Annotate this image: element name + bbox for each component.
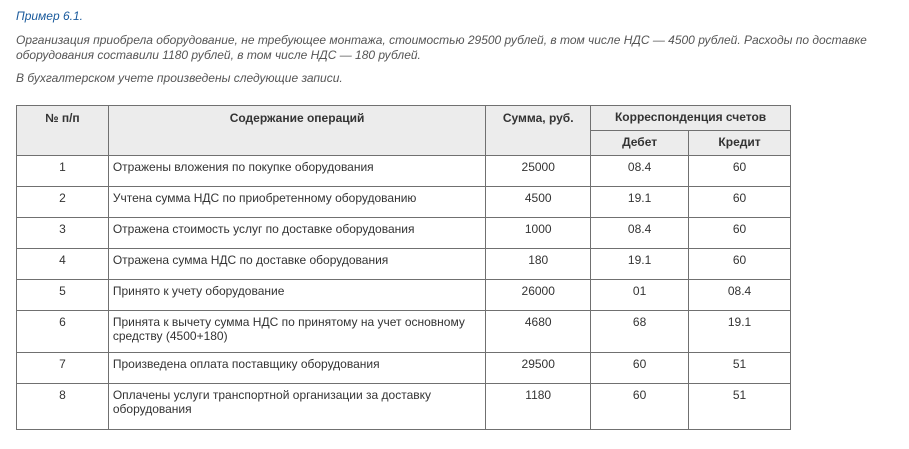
header-operation: Содержание операций — [108, 106, 485, 156]
intro-sentence: В бухгалтерском учете произведены следующие записи. — [16, 71, 343, 85]
header-num: № п/п — [17, 106, 109, 156]
cell-credit: 08.4 — [689, 280, 791, 311]
table-row — [17, 280, 791, 311]
example-title: Пример 6.1. — [16, 9, 83, 23]
cell-debit: 60 — [591, 353, 689, 384]
table-row — [17, 311, 791, 353]
cell-num: 3 — [17, 218, 109, 249]
cell-debit: 68 — [591, 311, 689, 353]
cell-credit: 60 — [689, 156, 791, 187]
cell-credit: 60 — [689, 187, 791, 218]
table-row — [17, 384, 791, 430]
cell-sum: 26000 — [486, 280, 591, 311]
cell-operation: Отражены вложения по покупке оборудования — [108, 156, 485, 187]
cell-credit: 60 — [689, 249, 791, 280]
table-row — [17, 249, 791, 280]
cell-credit: 19.1 — [689, 311, 791, 353]
cell-debit: 08.4 — [591, 218, 689, 249]
cell-sum: 1000 — [486, 218, 591, 249]
table-row — [17, 353, 791, 384]
cell-debit: 01 — [591, 280, 689, 311]
cell-num: 1 — [17, 156, 109, 187]
table-row — [17, 156, 791, 187]
cell-credit: 51 — [689, 384, 791, 430]
cell-num: 4 — [17, 249, 109, 280]
cell-debit: 19.1 — [591, 249, 689, 280]
cell-debit: 08.4 — [591, 156, 689, 187]
header-credit: Кредит — [689, 131, 791, 156]
cell-sum: 1180 — [486, 384, 591, 430]
cell-operation: Принято к учету оборудование — [108, 280, 485, 311]
cell-sum: 4500 — [486, 187, 591, 218]
header-sum: Сумма, руб. — [486, 106, 591, 156]
cell-operation: Отражена стоимость услуг по доставке оборудования — [108, 218, 485, 249]
cell-debit: 19.1 — [591, 187, 689, 218]
cell-num: 2 — [17, 187, 109, 218]
cell-debit: 60 — [591, 384, 689, 430]
header-debit: Дебет — [591, 131, 689, 156]
table-row — [17, 187, 791, 218]
cell-operation: Оплачены услуги транспортной организации за доставку оборудования — [108, 384, 485, 430]
cell-sum: 180 — [486, 249, 591, 280]
table-row — [17, 218, 791, 249]
cell-operation: Учтена сумма НДС по приобретенному оборудованию — [108, 187, 485, 218]
cell-operation: Принята к вычету сумма НДС по принятому на учет основному средству (4500+180) — [108, 311, 485, 353]
cell-credit: 60 — [689, 218, 791, 249]
cell-credit: 51 — [689, 353, 791, 384]
cell-num: 6 — [17, 311, 109, 353]
problem-statement: Организация приобрела оборудование, не требующее монтажа, стоимостью 29500 рублей, в том числе НДС — 4500 рублей. Расходы по доставке оборудования составили 1180 рублей, в том числе НДС — 180 рублей. — [16, 33, 867, 62]
cell-operation: Произведена оплата поставщику оборудования — [108, 353, 485, 384]
header-correspondence: Корреспонденция счетов — [591, 106, 791, 131]
cell-sum: 4680 — [486, 311, 591, 353]
accounting-entries-table — [16, 105, 791, 430]
cell-sum: 29500 — [486, 353, 591, 384]
cell-num: 5 — [17, 280, 109, 311]
cell-sum: 25000 — [486, 156, 591, 187]
cell-num: 8 — [17, 384, 109, 430]
cell-num: 7 — [17, 353, 109, 384]
cell-operation: Отражена сумма НДС по доставке оборудования — [108, 249, 485, 280]
